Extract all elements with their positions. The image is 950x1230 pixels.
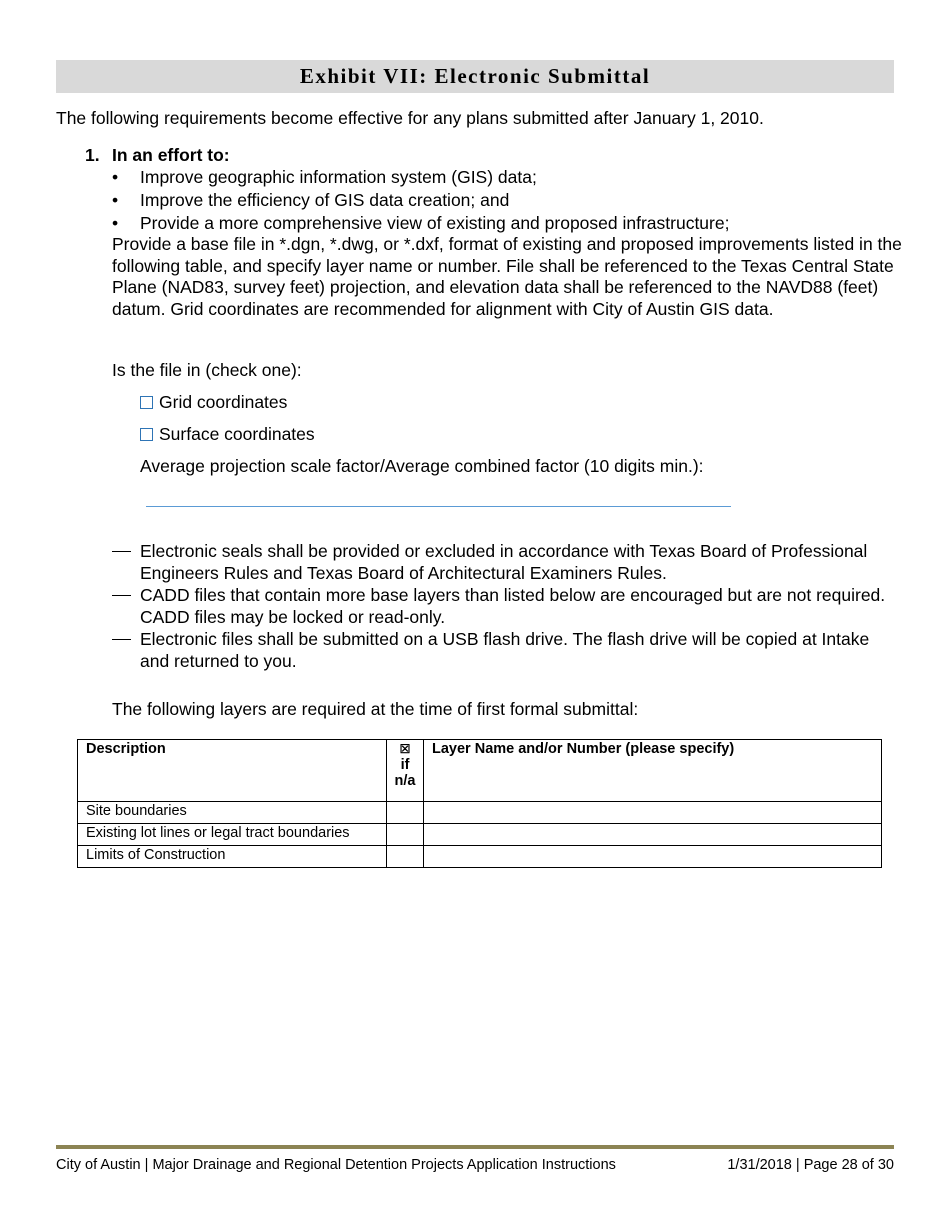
dash-list [112,540,892,672]
header-description: Description [78,740,387,802]
row-layer-cell[interactable] [424,846,882,868]
surface-coordinates-checkbox[interactable] [140,428,153,441]
header-na [387,740,424,802]
item-heading [85,145,230,166]
dash-item: Electronic seals shall be provided or excluded in accordance with Texas Board of Professional Engineers Rules and Texas Board of Architectural Examiners Rules. [112,540,892,584]
title-bar [56,60,894,93]
bullet-item: • Improve the efficiency of GIS data creation; and [112,190,729,213]
row-na-cell[interactable] [387,824,424,846]
layers-table [77,739,882,868]
table-row [78,824,882,846]
table-row [78,802,882,824]
row-description: Existing lot lines or legal tract boundaries [78,824,387,846]
row-na-cell[interactable] [387,846,424,868]
item-heading-text: In an effort to: [112,145,230,165]
row-description: Limits of Construction [78,846,387,868]
dash-item: CADD files that contain more base layers than listed below are encouraged but are not required. CADD files may be locked or read-only. [112,584,892,628]
option-grid-coordinates[interactable] [140,392,287,413]
table-header-row [78,740,882,802]
scale-factor-label: Average projection scale factor/Average combined factor (10 digits min.): [140,456,704,476]
footer-right: 1/31/2018 | Page 28 of 30 [727,1157,894,1173]
option-label: Surface coordinates [159,424,315,444]
grid-coordinates-checkbox[interactable] [140,396,153,409]
page-title: Exhibit VII: Electronic Submittal [299,64,651,88]
table-row [78,846,882,868]
scale-factor-input-line[interactable] [146,506,731,507]
footer-rule [56,1145,894,1149]
header-na-label: if n/a [394,757,416,789]
bullet-item: • Improve geographic information system (GIS) data; [112,167,729,190]
item-number: 1. [85,145,100,165]
footer-left: City of Austin | Major Drainage and Regional Detention Projects Application Instructions [56,1157,616,1173]
requirements-paragraph: Provide a base file in *.dgn, *.dwg, or *.dxf, format of existing and proposed improvements listed in the following table, and specify layer name or number. File shall be referenced to the Texas Central State Plane (NAD83, survey feet) projection, and elevation data shall be referenced to the NAVD88 (feet) datum. Grid coordinates are recommended for alignment with City of Austin GIS data. [112,234,902,319]
row-description: Site boundaries [78,802,387,824]
option-label: Grid coordinates [159,392,288,412]
dash-item: Electronic files shall be submitted on a USB flash drive. The flash drive will be copied at Intake and returned to you. [112,628,892,672]
row-na-cell[interactable] [387,802,424,824]
coordinate-question: Is the file in (check one): [112,360,302,380]
header-layer: Layer Name and/or Number (please specify) [424,740,882,802]
row-layer-cell[interactable] [424,824,882,846]
intro-text: The following requirements become effective for any plans submitted after January 1, 2010. [56,108,764,128]
layers-intro: The following layers are required at the time of first formal submittal: [112,699,639,719]
option-surface-coordinates[interactable] [140,424,315,445]
row-layer-cell[interactable] [424,802,882,824]
bullet-item: • Provide a more comprehensive view of existing and proposed infrastructure; [112,213,729,236]
bullet-list [112,167,729,236]
checked-box-icon: ☒ [399,742,411,756]
